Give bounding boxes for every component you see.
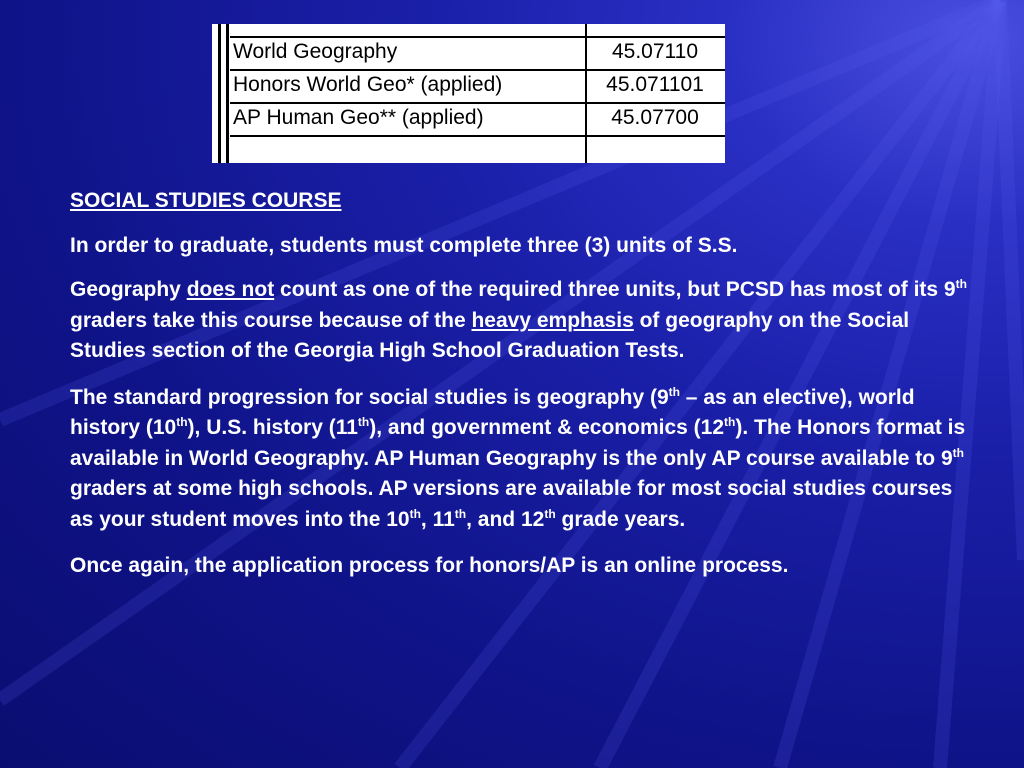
- heading-text: SOCIAL STUDIES COURSE: [70, 189, 342, 212]
- ordinal-suffix: th: [955, 277, 967, 291]
- text-run: , 11: [420, 507, 455, 531]
- underlined-text: does not: [186, 278, 275, 301]
- progression-paragraph: [70, 383, 970, 536]
- text-run: graders at some high schools. AP versions are available for most social studies courses as your student moves into the 10: [70, 477, 953, 531]
- ordinal-suffix: th: [176, 415, 188, 429]
- text-run: ). The Honors format is available in World Geography. AP Human Geography is the only AP course available to 9: [70, 416, 966, 470]
- course-name: Honors World Geo* (applied): [233, 73, 503, 96]
- table-row: [230, 71, 725, 104]
- course-code: 45.07700: [611, 106, 699, 129]
- section-heading: [70, 186, 970, 217]
- table-left-border-inner: [226, 24, 229, 163]
- slide-body: [70, 186, 970, 598]
- underlined-text: heavy emphasis: [471, 308, 634, 332]
- text-run: The standard progression for social studies is geography (9: [70, 385, 669, 409]
- course-code: 45.07110: [611, 40, 699, 63]
- table-row-empty: [230, 137, 725, 168]
- course-code-table: [212, 24, 725, 163]
- ordinal-suffix: th: [357, 415, 370, 429]
- text-run: of geography on the Social Studies section of the Georgia High School Graduation Tests.: [70, 308, 910, 362]
- course-name: World Geography: [233, 40, 398, 63]
- ordinal-suffix: th: [544, 506, 556, 521]
- ordinal-suffix: th: [724, 415, 736, 429]
- table-row: [230, 38, 725, 71]
- course-code: 45.071101: [606, 73, 704, 96]
- text-run: Geography: [70, 278, 187, 301]
- text-run: count as one of the required three units, but PCSD has most of its 9: [274, 278, 956, 301]
- text-run: ), and government & economics (12: [369, 416, 724, 439]
- text-run: ), U.S. history (11: [187, 416, 358, 439]
- geography-paragraph: [70, 275, 970, 367]
- text-run: grade years.: [555, 507, 686, 531]
- text-run: , and 12: [466, 507, 545, 531]
- text-run: graders take this course because of the: [70, 308, 472, 332]
- ordinal-suffix: th: [952, 445, 964, 460]
- table-left-border: [218, 24, 221, 163]
- application-process-paragraph: Once again, the application process for honors/AP is an online process.: [70, 554, 789, 577]
- table-row: [230, 104, 725, 137]
- ordinal-suffix: th: [668, 384, 680, 399]
- ordinal-suffix: th: [454, 506, 467, 521]
- ordinal-suffix: th: [409, 506, 421, 521]
- graduation-requirement-paragraph: In order to graduate, students must complete three (3) units of S.S.: [70, 233, 738, 257]
- text-run: – as an elective), world history (10: [70, 385, 915, 439]
- course-name: AP Human Geo** (applied): [233, 106, 484, 129]
